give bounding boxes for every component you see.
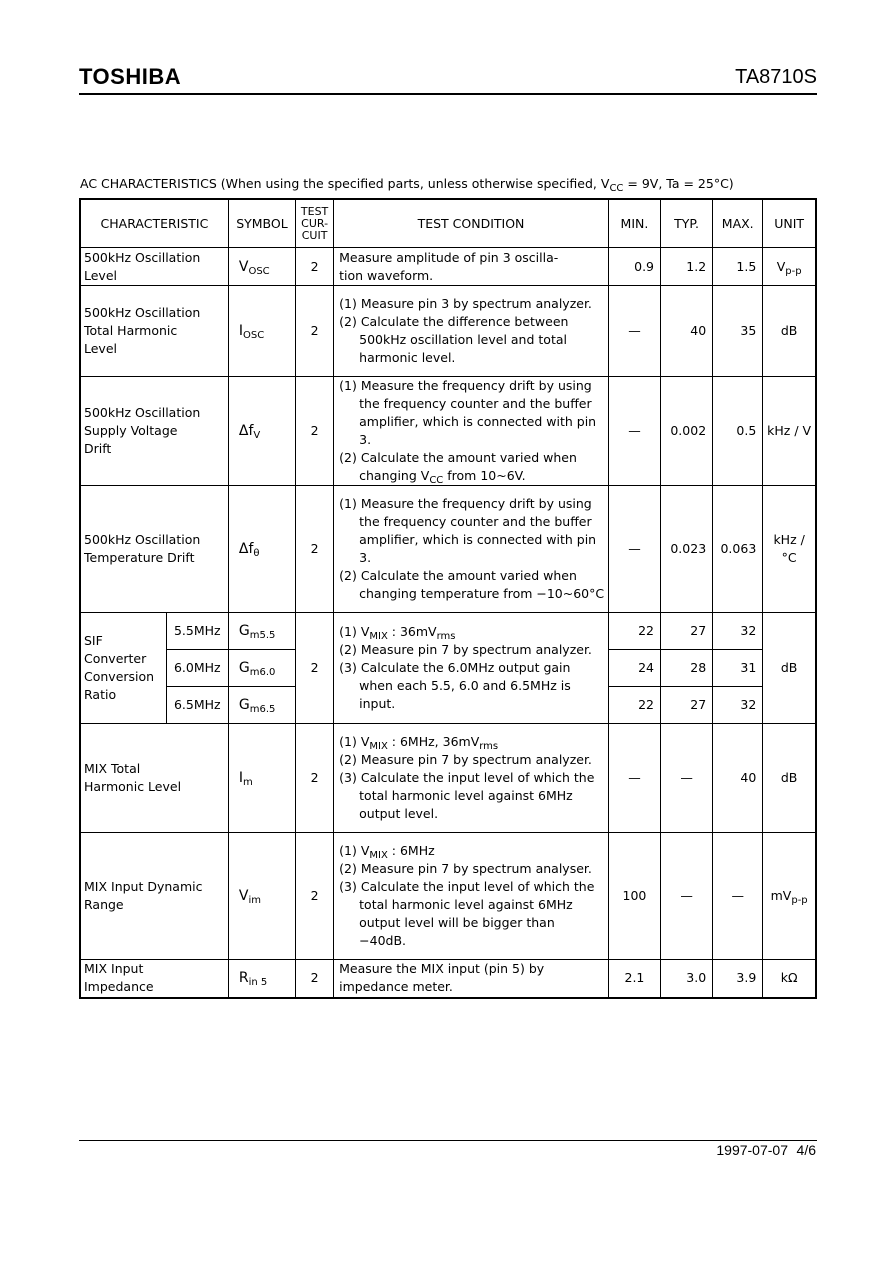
min-cell: — — [608, 724, 660, 833]
table-row — [80, 286, 816, 377]
header-test-circuit: TEST CUR- CUIT — [296, 199, 334, 248]
symbol-cell: $I_m$ — [228, 724, 295, 833]
table-row — [80, 833, 816, 960]
frequency-cell: 5.5MHz — [166, 613, 228, 650]
header-divider — [79, 93, 817, 95]
typ-cell: — — [661, 833, 713, 960]
symbol-cell: $G_{m6.5}$ — [228, 687, 295, 724]
frequency-cell: 6.0MHz — [166, 650, 228, 687]
typ-cell: 28 — [661, 650, 713, 687]
characteristic-cell: 500kHz Oscillation Supply Voltage Drift — [80, 377, 228, 486]
table-caption: AC CHARACTERISTICS (When using the specified parts, unless otherwise specified, $V_{CC} = 9V$, Ta = 25°C) — [80, 176, 734, 194]
header-characteristic: CHARACTERISTIC — [80, 199, 228, 248]
test-circuit-cell: 2 — [296, 613, 334, 724]
typ-cell: — — [661, 724, 713, 833]
min-cell: — — [608, 377, 660, 486]
max-cell: 40 — [713, 724, 763, 833]
unit-cell: $V_{p-p}$ — [763, 248, 816, 286]
test-condition-cell: (1) Measure the frequency drift by using the frequency counter and the buffer amplifier, which is connected with pin 3. (2) Calculate the amount varied when changing temperature from −10~60°C — [334, 486, 609, 613]
unit-cell: kHz / V — [763, 377, 816, 486]
typ-cell: 1.2 — [661, 248, 713, 286]
unit-cell: kΩ — [763, 960, 816, 998]
test-circuit-cell: 2 — [296, 377, 334, 486]
unit-cell: $mV_{p-p}$ — [763, 833, 816, 960]
header-symbol: SYMBOL — [228, 199, 295, 248]
test-condition-cell: Measure amplitude of pin 3 oscilla- tion waveform. — [334, 248, 609, 286]
unit-cell: kHz / °C — [763, 486, 816, 613]
table-row — [80, 248, 816, 286]
test-condition-cell: (1) $V_{MIX}$ : 6MHz, $36mV_{rms}$ (2) Measure pin 7 by spectrum analyzer. (3) Calculate the input level of which the total harmonic level against 6MHz output level. — [334, 724, 609, 833]
header-max: MAX. — [713, 199, 763, 248]
symbol-cell: $G_{m5.5}$ — [228, 613, 295, 650]
test-circuit-cell: 2 — [296, 833, 334, 960]
max-cell: 31 — [713, 650, 763, 687]
characteristic-cell: 500kHz Oscillation Temperature Drift — [80, 486, 228, 613]
test-circuit-cell: 2 — [296, 724, 334, 833]
characteristic-cell: MIX Input Dynamic Range — [80, 833, 228, 960]
footer-divider — [79, 1140, 817, 1141]
header-typ: TYP. — [661, 199, 713, 248]
footer-date: 1997-07-07 — [716, 1142, 788, 1158]
min-cell: 2.1 — [608, 960, 660, 998]
min-cell: 0.9 — [608, 248, 660, 286]
table-row — [80, 613, 816, 650]
typ-cell: 27 — [661, 613, 713, 650]
typ-cell: 3.0 — [661, 960, 713, 998]
symbol-cell: $\Delta f_V$ — [228, 377, 295, 486]
company-logo: TOSHIBA — [79, 64, 182, 89]
table-row — [80, 486, 816, 613]
min-cell: 100 — [608, 833, 660, 960]
max-cell: 1.5 — [713, 248, 763, 286]
characteristic-cell: MIX Total Harmonic Level — [80, 724, 228, 833]
min-cell: — — [608, 286, 660, 377]
symbol-cell: $I_{OSC}$ — [228, 286, 295, 377]
characteristic-cell: 500kHz Oscillation Level — [80, 248, 228, 286]
max-cell: 32 — [713, 613, 763, 650]
min-cell: 22 — [608, 613, 660, 650]
min-cell: 22 — [608, 687, 660, 724]
test-circuit-cell: 2 — [296, 248, 334, 286]
typ-cell: 27 — [661, 687, 713, 724]
characteristic-cell: MIX Input Impedance — [80, 960, 228, 998]
ac-characteristics-table — [79, 198, 817, 999]
min-cell: 24 — [608, 650, 660, 687]
header-unit: UNIT — [763, 199, 816, 248]
test-condition-cell: (1) $V_{MIX}$ : 6MHz (2) Measure pin 7 by spectrum analyser. (3) Calculate the input level of which the total harmonic level against 6MHz output level will be bigger than −40dB. — [334, 833, 609, 960]
max-cell: 32 — [713, 687, 763, 724]
symbol-cell: $R_{in 5}$ — [228, 960, 295, 998]
header-min: MIN. — [608, 199, 660, 248]
test-condition-cell: (1) $V_{MIX}$ : $36mV_{rms}$ (2) Measure pin 7 by spectrum analyzer. (3) Calculate the 6.0MHz output gain when each 5.5, 6.0 and 6.5MHz is input. — [334, 613, 609, 724]
test-circuit-cell: 2 — [296, 486, 334, 613]
characteristic-cell: SIF Converter Conversion Ratio — [80, 613, 166, 724]
table-header-row — [80, 199, 816, 248]
part-number: TA8710S — [735, 66, 817, 88]
test-condition-cell: (1) Measure pin 3 by spectrum analyzer. (2) Calculate the difference between 500kHz oscillation level and total harmonic level. — [334, 286, 609, 377]
max-cell: 3.9 — [713, 960, 763, 998]
typ-cell: 0.023 — [661, 486, 713, 613]
header-test-condition: TEST CONDITION — [334, 199, 609, 248]
test-circuit-cell: 2 — [296, 960, 334, 998]
typ-cell: 0.002 — [661, 377, 713, 486]
typ-cell: 40 — [661, 286, 713, 377]
min-cell: — — [608, 486, 660, 613]
page-number: 4/6 — [796, 1142, 816, 1158]
test-condition-cell: Measure the MIX input (pin 5) by impedance meter. — [334, 960, 609, 998]
max-cell: 0.063 — [713, 486, 763, 613]
unit-cell: dB — [763, 613, 816, 724]
table-row — [80, 724, 816, 833]
symbol-cell: $V_{OSC}$ — [228, 248, 295, 286]
symbol-cell: $G_{m6.0}$ — [228, 650, 295, 687]
table-row — [80, 960, 816, 998]
frequency-cell: 6.5MHz — [166, 687, 228, 724]
max-cell: 0.5 — [713, 377, 763, 486]
symbol-cell: $V_{im}$ — [228, 833, 295, 960]
test-condition-cell: (1) Measure the frequency drift by using the frequency counter and the buffer amplifier, which is connected with pin 3. (2) Calculate the amount varied when changing $V_{CC}$ from 10~6V. — [334, 377, 609, 486]
max-cell: 35 — [713, 286, 763, 377]
table-row — [80, 377, 816, 486]
unit-cell: dB — [763, 286, 816, 377]
unit-cell: dB — [763, 724, 816, 833]
test-circuit-cell: 2 — [296, 286, 334, 377]
characteristic-cell: 500kHz Oscillation Total Harmonic Level — [80, 286, 228, 377]
max-cell: — — [713, 833, 763, 960]
symbol-cell: $\Delta f_\theta$ — [228, 486, 295, 613]
